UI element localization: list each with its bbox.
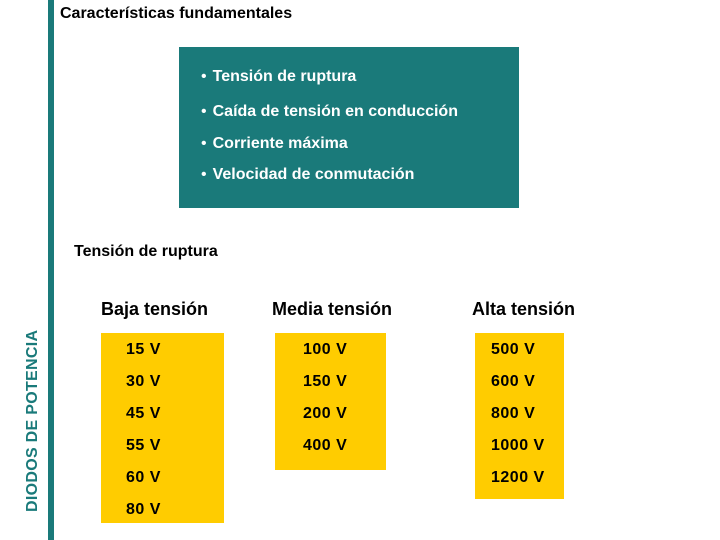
features-box (179, 47, 519, 208)
column-medium-voltage (275, 333, 386, 470)
value-cell: 100 V (303, 341, 348, 358)
bullet: • (201, 135, 207, 152)
value-cell: 600 V (491, 373, 536, 390)
value-cell: 400 V (303, 437, 348, 454)
page-title: Características fundamentales (60, 5, 293, 22)
value-cell: 55 V (126, 437, 161, 454)
bullet: • (201, 103, 207, 120)
feature-item (201, 103, 458, 121)
header-medium-voltage: Media tensión (272, 299, 393, 319)
value-cell: 30 V (126, 373, 161, 390)
value-cell: 500 V (491, 341, 536, 358)
side-title: DIODOS DE POTENCIA (24, 329, 41, 512)
value-cell: 15 V (126, 341, 161, 358)
column-low-voltage (101, 333, 224, 523)
left-accent-bar (48, 0, 54, 540)
feature-item (201, 68, 356, 86)
column-high-voltage (475, 333, 564, 499)
feature-label: Caída de tensión en conducción (212, 103, 458, 120)
header-low-voltage: Baja tensión (101, 299, 209, 319)
value-cell: 1000 V (491, 437, 545, 454)
value-cell: 60 V (126, 469, 161, 486)
value-cell: 150 V (303, 373, 348, 390)
feature-label: Velocidad de conmutación (212, 166, 415, 183)
value-cell: 200 V (303, 405, 348, 422)
feature-item (201, 166, 414, 184)
value-cell: 1200 V (491, 469, 545, 486)
value-cell: 80 V (126, 501, 161, 518)
bullet: • (201, 68, 207, 85)
value-cell: 45 V (126, 405, 161, 422)
bullet: • (201, 166, 207, 183)
feature-label: Corriente máxima (212, 135, 348, 152)
value-cell: 800 V (491, 405, 536, 422)
header-high-voltage: Alta tensión (472, 299, 576, 319)
section-title: Tensión de ruptura (74, 243, 218, 260)
feature-item (201, 135, 348, 153)
feature-label: Tensión de ruptura (212, 68, 357, 85)
